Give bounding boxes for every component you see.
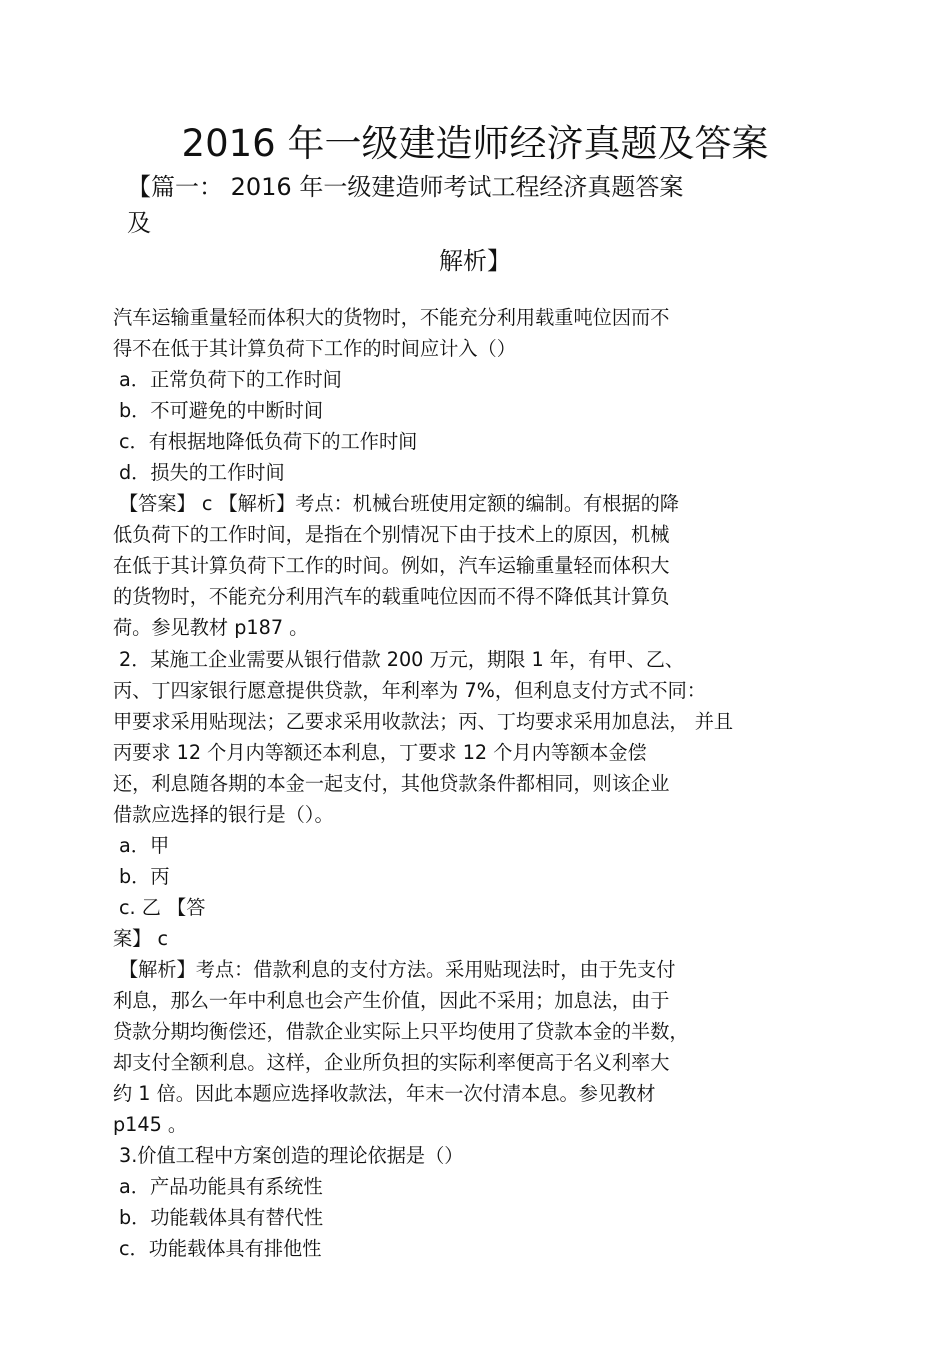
question-line: 2．某施工企业需要从银行借款 200 万元，期限 1 年，有甲、乙、 xyxy=(119,647,685,671)
body-line: 却支付全额利息。这样，企业所负担的实际利率便高于名义利率大 xyxy=(113,1051,670,1075)
body-line: 甲要求采用贴现法；乙要求采用收款法；丙、丁均要求采用加息法， 并且 xyxy=(113,709,734,733)
body-line: 借款应选择的银行是（）。 xyxy=(113,802,334,826)
analysis-line: 【解析】考点：借款利息的支付方法。采用贴现法时，由于先支付 xyxy=(119,957,676,981)
document-body xyxy=(113,302,853,1264)
question-line: 3.价值工程中方案创造的理论依据是（） xyxy=(119,1144,464,1168)
answer-line: 案】 c xyxy=(113,926,169,950)
option-line: c. 乙 【答 xyxy=(119,895,206,919)
body-line: 的货物时，不能充分利用汽车的载重吨位因而不得不降低其计算负 xyxy=(113,585,670,609)
body-line: 还，利息随各期的本金一起支付，其他贷款条件都相同，则该企业 xyxy=(113,771,670,795)
body-line: 得不在低于其计算负荷下工作的时间应计入（） xyxy=(113,337,516,361)
body-line: p145 。 xyxy=(113,1113,188,1137)
body-line: 丙要求 12 个月内等额还本利息，丁要求 12 个月内等额本金偿 xyxy=(113,740,647,764)
document-subtitle-line-1: 【篇一： 2016 年一级建造师考试工程经济真题答案 xyxy=(127,173,684,201)
body-line: 约 1 倍。因此本题应选择收款法，年末一次付清本息。参见教材 xyxy=(113,1082,656,1106)
option-line: b．不可避免的中断时间 xyxy=(119,399,324,423)
body-line: 丙、丁四家银行愿意提供贷款，年利率为 7%，但利息支付方式不同： xyxy=(113,678,706,702)
document-subtitle-line-3: 解析】 xyxy=(439,247,511,275)
option-line: a．产品功能具有系统性 xyxy=(119,1175,323,1199)
body-line: 在低于其计算负荷下工作的时间。例如，汽车运输重量轻而体积大 xyxy=(113,554,670,578)
option-line: b．丙 xyxy=(119,864,170,888)
document-subtitle-line-2: 及 xyxy=(127,209,151,237)
option-line: a．甲 xyxy=(119,833,170,857)
document-title: 2016 年一级建造师经济真题及答案 xyxy=(181,122,769,165)
body-line: 利息，那么一年中利息也会产生价值，因此不采用；加息法，由于 xyxy=(113,989,670,1013)
option-line: b．功能载体具有替代性 xyxy=(119,1206,324,1230)
answer-line: 【答案】 c 【解析】考点：机械台班使用定额的编制。有根据的降 xyxy=(119,492,679,516)
body-line: 荷。参见教材 p187 。 xyxy=(113,616,309,640)
body-line: 低负荷下的工作时间，是指在个别情况下由于技术上的原因，机械 xyxy=(113,523,670,547)
body-line: 贷款分期均衡偿还，借款企业实际上只平均使用了贷款本金的半数， xyxy=(113,1020,689,1044)
option-line: a．正常负荷下的工作时间 xyxy=(119,368,342,392)
option-line: d．损失的工作时间 xyxy=(119,461,285,485)
body-line: 汽车运输重量轻而体积大的货物时，不能充分利用载重吨位因而不 xyxy=(113,306,670,329)
option-line: c．功能载体具有排他性 xyxy=(119,1237,322,1261)
option-line: c．有根据地降低负荷下的工作时间 xyxy=(119,430,418,454)
